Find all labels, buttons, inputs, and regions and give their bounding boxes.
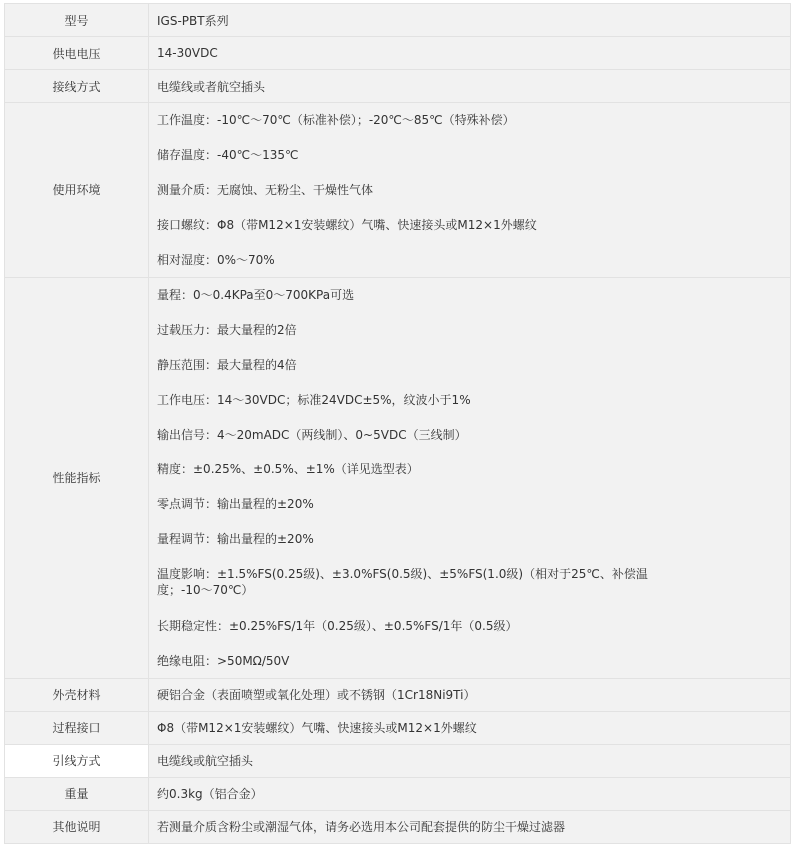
row-value: IGS-PBT系列 bbox=[149, 4, 791, 37]
table-row bbox=[5, 810, 791, 843]
row-value-multiline bbox=[149, 103, 791, 278]
value-line: 长期稳定性：±0.25%FS/1年（0.25级）、±0.5%FS/1年（0.5级） bbox=[157, 618, 518, 633]
value-line: 温度影响：±1.5%FS(0.25级)、±3.0%FS(0.5级)、±5%FS(1.0级)（相对于25℃、补偿温度；-10～70℃） bbox=[157, 567, 648, 598]
value-line: 相对湿度：0%～70% bbox=[157, 252, 275, 267]
value-line: 输出信号：4～20mADC（两线制）、0~5VDC（三线制） bbox=[157, 427, 467, 442]
row-label: 过程接口 bbox=[5, 711, 149, 744]
row-label: 重量 bbox=[5, 777, 149, 810]
table-row bbox=[5, 678, 791, 711]
value-line: 储存温度：-40℃～135℃ bbox=[157, 148, 299, 163]
row-label: 供电电压 bbox=[5, 37, 149, 70]
table-row bbox=[5, 70, 791, 103]
row-label: 引线方式 bbox=[5, 744, 149, 777]
value-line: 接口螺纹：Φ8（带M12×1安装螺纹）气嘴、快速接头或M12×1外螺纹 bbox=[157, 217, 537, 232]
row-label: 型号 bbox=[5, 4, 149, 37]
value-line: 量程：0～0.4KPa至0～700KPa可选 bbox=[157, 288, 355, 303]
row-value: 约0.3kg（铝合金） bbox=[149, 777, 791, 810]
row-label: 外壳材料 bbox=[5, 678, 149, 711]
value-line: 零点调节：输出量程的±20% bbox=[157, 497, 314, 512]
value-line: 工作电压：14～30VDC；标准24VDC±5%，纹波小于1% bbox=[157, 392, 471, 407]
row-value: 硬铝合金（表面喷塑或氧化处理）或不锈钢（1Cr18Ni9Ti） bbox=[149, 678, 791, 711]
value-line: 量程调节：输出量程的±20% bbox=[157, 531, 314, 546]
row-value: 电缆线或航空插头 bbox=[149, 744, 791, 777]
row-label: 性能指标 bbox=[5, 277, 149, 678]
value-line: 精度：±0.25%、±0.5%、±1%（详见选型表） bbox=[157, 462, 419, 477]
row-label: 其他说明 bbox=[5, 810, 149, 843]
row-value: 若测量介质含粉尘或潮湿气体，请务必选用本公司配套提供的防尘干燥过滤器 bbox=[149, 810, 791, 843]
value-line: 测量介质：无腐蚀、无粉尘、干燥性气体 bbox=[157, 182, 374, 197]
row-value: 电缆线或者航空插头 bbox=[149, 70, 791, 103]
row-value-multiline bbox=[149, 277, 791, 678]
table-row bbox=[5, 711, 791, 744]
table-row bbox=[5, 744, 791, 777]
row-value: Φ8（带M12×1安装螺纹）气嘴、快速接头或M12×1外螺纹 bbox=[149, 711, 791, 744]
spec-table bbox=[4, 3, 791, 844]
table-row bbox=[5, 37, 791, 70]
value-line: 工作温度：-10℃～70℃（标准补偿）；-20℃～85℃（特殊补偿） bbox=[157, 113, 515, 128]
row-label: 接线方式 bbox=[5, 70, 149, 103]
row-value: 14-30VDC bbox=[149, 37, 791, 70]
row-label: 使用环境 bbox=[5, 103, 149, 278]
table-row bbox=[5, 777, 791, 810]
value-line: 静压范围：最大量程的4倍 bbox=[157, 357, 297, 372]
table-row bbox=[5, 4, 791, 37]
table-row bbox=[5, 103, 791, 278]
value-line: 过载压力：最大量程的2倍 bbox=[157, 323, 297, 338]
table-row bbox=[5, 277, 791, 678]
value-line: 绝缘电阻：>50MΩ/50V bbox=[157, 653, 290, 668]
